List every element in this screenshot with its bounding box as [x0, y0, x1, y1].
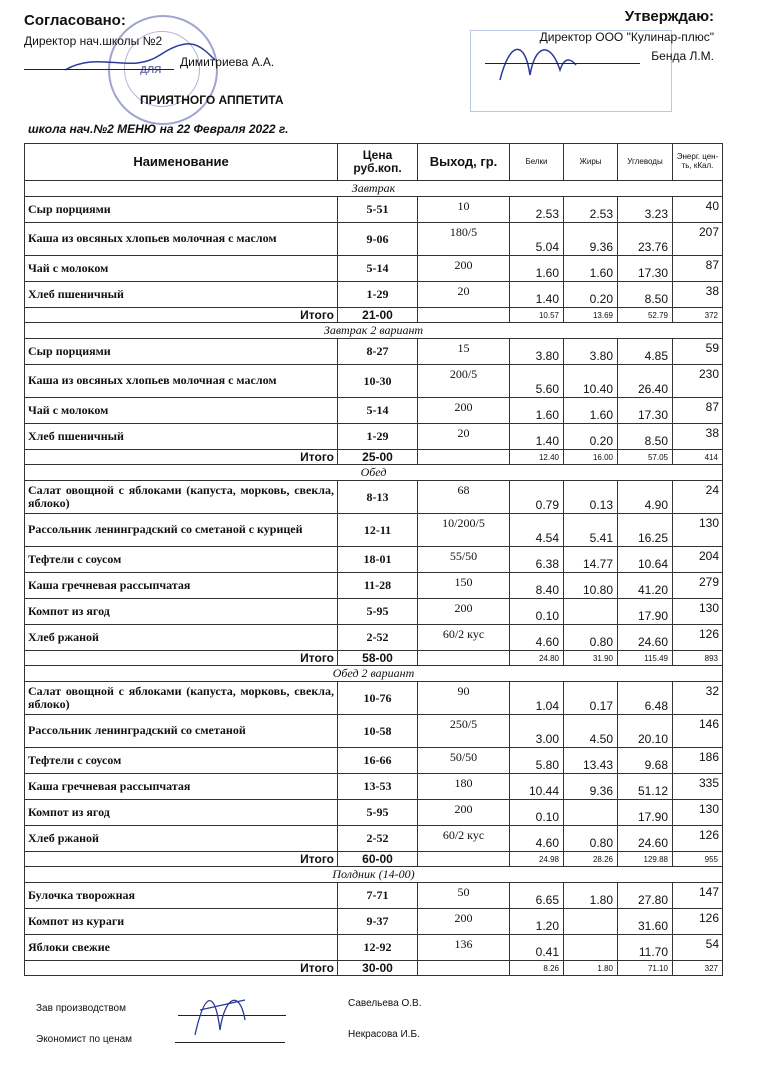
slogan: ПРИЯТНОГО АППЕТИТА — [140, 93, 284, 107]
dish-output: 200 — [418, 909, 510, 935]
dish-carbs: 4.85 — [618, 339, 673, 365]
dish-name: Каша из овсяных хлопьев молочная с маслом — [25, 365, 338, 398]
dish-name: Чай с молоком — [25, 398, 338, 424]
dish-fat: 1.60 — [564, 256, 618, 282]
dish-protein: 2.53 — [510, 197, 564, 223]
dish-output: 20 — [418, 424, 510, 450]
dish-kcal: 130 — [673, 514, 723, 547]
dish-output: 60/2 кус — [418, 826, 510, 852]
right-signature-line — [485, 63, 640, 64]
dish-protein: 10.44 — [510, 774, 564, 800]
table-row — [25, 365, 723, 398]
menu-table — [24, 143, 723, 976]
dish-fat: 0.20 — [564, 424, 618, 450]
dish-kcal: 38 — [673, 424, 723, 450]
total-fat: 13.69 — [564, 308, 618, 323]
total-price: 60-00 — [338, 852, 418, 867]
dish-fat: 0.80 — [564, 625, 618, 651]
dish-carbs: 17.30 — [618, 398, 673, 424]
dish-price: 5-51 — [338, 197, 418, 223]
dish-fat: 0.17 — [564, 682, 618, 715]
total-row — [25, 308, 723, 323]
dish-price: 12-11 — [338, 514, 418, 547]
dish-name: Чай с молоком — [25, 256, 338, 282]
total-fat: 16.00 — [564, 450, 618, 465]
total-kcal: 327 — [673, 961, 723, 976]
dish-name: Хлеб пшеничный — [25, 282, 338, 308]
dish-carbs: 24.60 — [618, 826, 673, 852]
table-row — [25, 424, 723, 450]
dish-carbs: 17.30 — [618, 256, 673, 282]
dish-output: 180 — [418, 774, 510, 800]
dish-price: 8-27 — [338, 339, 418, 365]
dish-price: 5-14 — [338, 256, 418, 282]
dish-name: Каша из овсяных хлопьев молочная с маслом — [25, 223, 338, 256]
table-row — [25, 514, 723, 547]
dish-carbs: 16.25 — [618, 514, 673, 547]
production-name: Савельева О.В. — [348, 998, 422, 1009]
dish-name: Яблоки свежие — [25, 935, 338, 961]
dish-protein: 1.40 — [510, 282, 564, 308]
dish-price: 12-92 — [338, 935, 418, 961]
total-price: 30-00 — [338, 961, 418, 976]
dish-price: 9-06 — [338, 223, 418, 256]
dish-price: 10-76 — [338, 682, 418, 715]
menu-body — [25, 181, 723, 976]
dish-name: Рассольник ленинградский со сметаной — [25, 715, 338, 748]
dish-carbs: 26.40 — [618, 365, 673, 398]
section-title: Обед — [25, 465, 723, 481]
dish-fat: 0.20 — [564, 282, 618, 308]
dish-price: 11-28 — [338, 573, 418, 599]
total-protein: 24.80 — [510, 651, 564, 666]
dish-output: 136 — [418, 935, 510, 961]
dish-protein: 5.80 — [510, 748, 564, 774]
dish-protein: 1.40 — [510, 424, 564, 450]
dish-kcal: 146 — [673, 715, 723, 748]
dish-protein: 8.40 — [510, 573, 564, 599]
table-row — [25, 256, 723, 282]
table-row — [25, 398, 723, 424]
dish-output: 150 — [418, 573, 510, 599]
footer-signature-icon — [185, 980, 255, 1050]
dish-kcal: 87 — [673, 398, 723, 424]
dish-output: 60/2 кус — [418, 625, 510, 651]
col-header-name: Наименование — [25, 144, 338, 181]
total-carbs: 115.49 — [618, 651, 673, 666]
dish-carbs: 24.60 — [618, 625, 673, 651]
total-protein: 10.57 — [510, 308, 564, 323]
dish-fat: 0.80 — [564, 826, 618, 852]
dish-carbs: 11.70 — [618, 935, 673, 961]
table-row — [25, 223, 723, 256]
dish-price: 8-13 — [338, 481, 418, 514]
dish-fat: 3.80 — [564, 339, 618, 365]
dish-name: Хлеб ржаной — [25, 625, 338, 651]
dish-kcal: 279 — [673, 573, 723, 599]
stamp-text: ДЛЯ — [140, 65, 162, 76]
dish-kcal: 204 — [673, 547, 723, 573]
section-row — [25, 867, 723, 883]
dish-output: 20 — [418, 282, 510, 308]
table-row — [25, 748, 723, 774]
dish-fat: 14.77 — [564, 547, 618, 573]
dish-kcal: 207 — [673, 223, 723, 256]
dish-kcal: 130 — [673, 599, 723, 625]
total-price: 25-00 — [338, 450, 418, 465]
total-fat: 1.80 — [564, 961, 618, 976]
section-row — [25, 323, 723, 339]
dish-carbs: 17.90 — [618, 599, 673, 625]
dish-output: 200/5 — [418, 365, 510, 398]
table-row — [25, 197, 723, 223]
dish-price: 5-14 — [338, 398, 418, 424]
dish-fat: 9.36 — [564, 774, 618, 800]
dish-output: 50/50 — [418, 748, 510, 774]
dish-protein: 4.60 — [510, 625, 564, 651]
table-row — [25, 599, 723, 625]
table-row — [25, 774, 723, 800]
dish-kcal: 24 — [673, 481, 723, 514]
total-carbs: 129.88 — [618, 852, 673, 867]
dish-name: Хлеб ржаной — [25, 826, 338, 852]
total-kcal: 372 — [673, 308, 723, 323]
col-header-output: Выход, гр. — [418, 144, 510, 181]
dish-carbs: 27.80 — [618, 883, 673, 909]
dish-protein: 3.80 — [510, 339, 564, 365]
total-row — [25, 450, 723, 465]
dish-kcal: 32 — [673, 682, 723, 715]
menu-title: школа нач.№2 МЕНЮ на 22 Февраля 2022 г. — [28, 122, 289, 136]
table-row — [25, 715, 723, 748]
dish-kcal: 40 — [673, 197, 723, 223]
dish-price: 10-58 — [338, 715, 418, 748]
dish-kcal: 147 — [673, 883, 723, 909]
dish-carbs: 3.23 — [618, 197, 673, 223]
table-row — [25, 800, 723, 826]
col-header-carbs: Углеводы — [618, 144, 673, 181]
dish-fat: 10.80 — [564, 573, 618, 599]
total-kcal: 893 — [673, 651, 723, 666]
dish-carbs: 9.68 — [618, 748, 673, 774]
table-row — [25, 282, 723, 308]
director-position: Директор ООО "Кулинар-плюс" — [539, 30, 714, 44]
dish-protein: 1.20 — [510, 909, 564, 935]
dish-kcal: 335 — [673, 774, 723, 800]
dish-kcal: 59 — [673, 339, 723, 365]
total-label: Итого — [25, 308, 338, 323]
total-kcal: 955 — [673, 852, 723, 867]
dish-fat — [564, 909, 618, 935]
approved-title: Согласовано: — [24, 12, 126, 29]
total-price: 58-00 — [338, 651, 418, 666]
table-row — [25, 883, 723, 909]
dish-fat — [564, 935, 618, 961]
total-label: Итого — [25, 450, 338, 465]
total-protein: 8.26 — [510, 961, 564, 976]
dish-name: Тефтели с соусом — [25, 748, 338, 774]
total-row — [25, 852, 723, 867]
confirm-title: Утверждаю: — [624, 8, 714, 25]
total-carbs: 57.05 — [618, 450, 673, 465]
dish-output: 10 — [418, 197, 510, 223]
total-output-empty — [418, 450, 510, 465]
dish-output: 200 — [418, 599, 510, 625]
dish-carbs: 10.64 — [618, 547, 673, 573]
dish-protein: 3.00 — [510, 715, 564, 748]
economist-name: Некрасова И.Б. — [348, 1029, 420, 1040]
table-row — [25, 573, 723, 599]
table-row — [25, 826, 723, 852]
section-row — [25, 465, 723, 481]
production-label: Зав производством — [36, 1003, 126, 1014]
section-row — [25, 666, 723, 682]
total-label: Итого — [25, 852, 338, 867]
total-price: 21-00 — [338, 308, 418, 323]
dish-output: 200 — [418, 800, 510, 826]
dish-name: Компот из ягод — [25, 800, 338, 826]
total-kcal: 414 — [673, 450, 723, 465]
dish-fat — [564, 599, 618, 625]
table-row — [25, 625, 723, 651]
col-header-energy: Энерг. цен-ть, кКал. — [673, 144, 723, 181]
dish-price: 18-01 — [338, 547, 418, 573]
table-row — [25, 909, 723, 935]
dish-kcal: 126 — [673, 909, 723, 935]
dish-fat — [564, 800, 618, 826]
approver-name: Димитриева А.А. — [180, 55, 275, 69]
dish-kcal: 38 — [673, 282, 723, 308]
total-output-empty — [418, 308, 510, 323]
total-fat: 28.26 — [564, 852, 618, 867]
total-carbs: 52.79 — [618, 308, 673, 323]
dish-fat: 4.50 — [564, 715, 618, 748]
dish-name: Хлеб пшеничный — [25, 424, 338, 450]
section-title: Завтрак 2 вариант — [25, 323, 723, 339]
total-output-empty — [418, 961, 510, 976]
total-row — [25, 651, 723, 666]
dish-protein: 0.79 — [510, 481, 564, 514]
table-row — [25, 935, 723, 961]
dish-kcal: 126 — [673, 625, 723, 651]
dish-fat: 0.13 — [564, 481, 618, 514]
dish-price: 13-53 — [338, 774, 418, 800]
dish-kcal: 87 — [673, 256, 723, 282]
dish-protein: 4.60 — [510, 826, 564, 852]
dish-protein: 0.10 — [510, 599, 564, 625]
dish-name: Рассольник ленинградский со сметаной с курицей — [25, 514, 338, 547]
dish-price: 16-66 — [338, 748, 418, 774]
dish-name: Сыр порциями — [25, 339, 338, 365]
dish-name: Компот из ягод — [25, 599, 338, 625]
dish-price: 9-37 — [338, 909, 418, 935]
dish-output: 10/200/5 — [418, 514, 510, 547]
left-signature-line — [24, 69, 174, 70]
total-label: Итого — [25, 651, 338, 666]
dish-output: 180/5 — [418, 223, 510, 256]
dish-fat: 2.53 — [564, 197, 618, 223]
dish-protein: 1.60 — [510, 256, 564, 282]
dish-protein: 5.04 — [510, 223, 564, 256]
dish-carbs: 4.90 — [618, 481, 673, 514]
dish-fat: 9.36 — [564, 223, 618, 256]
dish-kcal: 54 — [673, 935, 723, 961]
economist-label: Экономист по ценам — [36, 1034, 133, 1045]
section-title: Завтрак — [25, 181, 723, 197]
total-protein: 24.98 — [510, 852, 564, 867]
dish-price: 5-95 — [338, 599, 418, 625]
total-fat: 31.90 — [564, 651, 618, 666]
dish-kcal: 186 — [673, 748, 723, 774]
dish-price: 1-29 — [338, 424, 418, 450]
table-row — [25, 547, 723, 573]
dish-protein: 6.65 — [510, 883, 564, 909]
dish-carbs: 41.20 — [618, 573, 673, 599]
dish-carbs: 17.90 — [618, 800, 673, 826]
dish-name: Компот из кураги — [25, 909, 338, 935]
table-row — [25, 682, 723, 715]
total-output-empty — [418, 651, 510, 666]
dish-carbs: 6.48 — [618, 682, 673, 715]
total-label: Итого — [25, 961, 338, 976]
dish-kcal: 130 — [673, 800, 723, 826]
dish-protein: 0.41 — [510, 935, 564, 961]
dish-name: Салат овощной с яблоками (капуста, морковь, свекла, яблоко) — [25, 682, 338, 715]
dish-price: 5-95 — [338, 800, 418, 826]
col-header-price: Цена руб.коп. — [338, 144, 418, 181]
dish-output: 250/5 — [418, 715, 510, 748]
dish-fat: 10.40 — [564, 365, 618, 398]
dish-kcal: 126 — [673, 826, 723, 852]
dish-carbs: 8.50 — [618, 282, 673, 308]
dish-carbs: 23.76 — [618, 223, 673, 256]
total-protein: 12.40 — [510, 450, 564, 465]
dish-protein: 4.54 — [510, 514, 564, 547]
dish-carbs: 20.10 — [618, 715, 673, 748]
dish-output: 68 — [418, 481, 510, 514]
dish-protein: 0.10 — [510, 800, 564, 826]
dish-price: 2-52 — [338, 625, 418, 651]
dish-carbs: 8.50 — [618, 424, 673, 450]
dish-protein: 1.04 — [510, 682, 564, 715]
total-row — [25, 961, 723, 976]
section-title: Полдник (14-00) — [25, 867, 723, 883]
dish-name: Булочка творожная — [25, 883, 338, 909]
dish-price: 10-30 — [338, 365, 418, 398]
director-name: Бенда Л.М. — [651, 49, 714, 63]
dish-price: 7-71 — [338, 883, 418, 909]
dish-name: Салат овощной с яблоками (капуста, морковь, свекла, яблоко) — [25, 481, 338, 514]
dish-fat: 1.60 — [564, 398, 618, 424]
dish-output: 200 — [418, 256, 510, 282]
dish-output: 200 — [418, 398, 510, 424]
dish-name: Сыр порциями — [25, 197, 338, 223]
dish-fat: 1.80 — [564, 883, 618, 909]
section-title: Обед 2 вариант — [25, 666, 723, 682]
table-row — [25, 339, 723, 365]
dish-carbs: 31.60 — [618, 909, 673, 935]
dish-output: 90 — [418, 682, 510, 715]
table-header-row — [25, 144, 723, 181]
dish-price: 2-52 — [338, 826, 418, 852]
section-row — [25, 181, 723, 197]
dish-price: 1-29 — [338, 282, 418, 308]
dish-name: Каша гречневая рассыпчатая — [25, 573, 338, 599]
dish-name: Тефтели с соусом — [25, 547, 338, 573]
approver-position: Директор нач.школы №2 — [24, 34, 163, 48]
col-header-protein: Белки — [510, 144, 564, 181]
dish-output: 50 — [418, 883, 510, 909]
dish-protein: 5.60 — [510, 365, 564, 398]
total-output-empty — [418, 852, 510, 867]
dish-carbs: 51.12 — [618, 774, 673, 800]
dish-protein: 6.38 — [510, 547, 564, 573]
dish-fat: 5.41 — [564, 514, 618, 547]
dish-fat: 13.43 — [564, 748, 618, 774]
total-carbs: 71.10 — [618, 961, 673, 976]
table-row — [25, 481, 723, 514]
dish-output: 55/50 — [418, 547, 510, 573]
dish-output: 15 — [418, 339, 510, 365]
dish-name: Каша гречневая рассыпчатая — [25, 774, 338, 800]
col-header-fat: Жиры — [564, 144, 618, 181]
dish-kcal: 230 — [673, 365, 723, 398]
dish-protein: 1.60 — [510, 398, 564, 424]
